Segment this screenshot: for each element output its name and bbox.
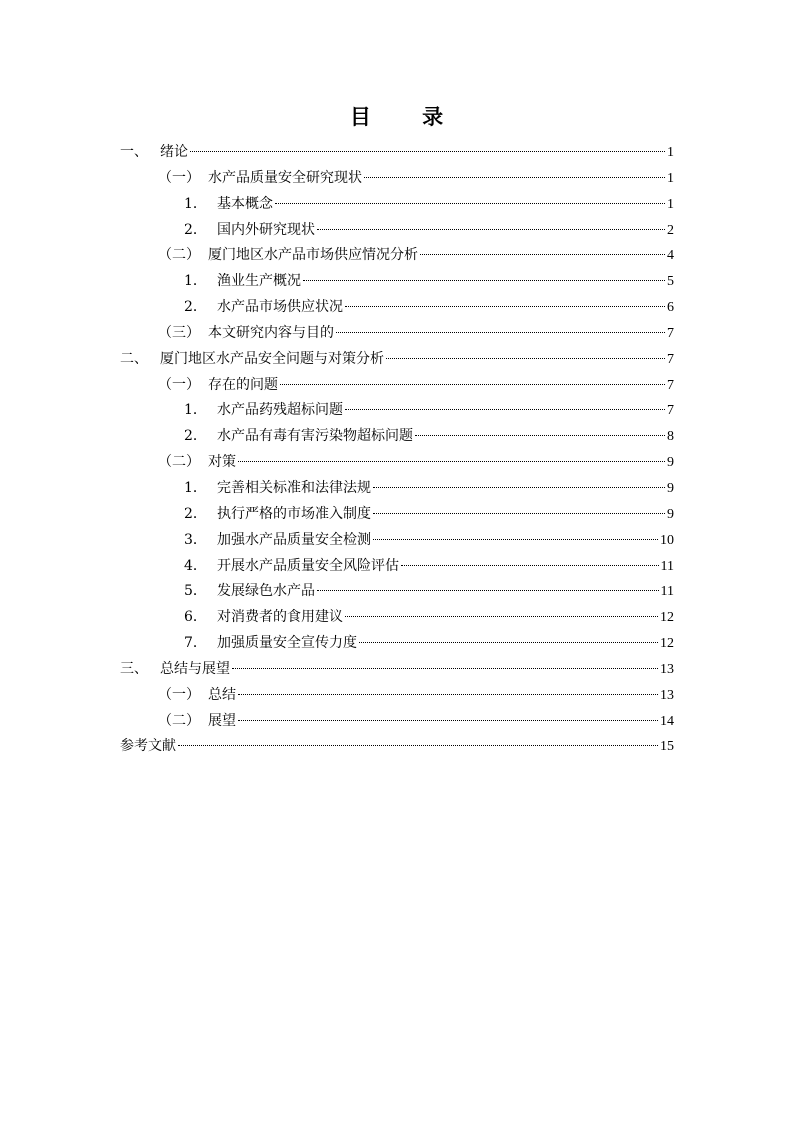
toc-entry-text: 本文研究内容与目的 <box>208 324 334 341</box>
toc-entry-text: 执行严格的市场准入制度 <box>217 505 371 522</box>
toc-entry[interactable] <box>120 554 674 580</box>
toc-entry-text: 渔业生产概况 <box>217 273 301 290</box>
toc-page-number: 14 <box>660 713 674 729</box>
toc-page-number: 8 <box>667 429 674 445</box>
toc-dot-leader <box>275 203 665 204</box>
toc-entry[interactable] <box>120 166 674 192</box>
toc-page-number: 7 <box>667 325 674 341</box>
toc-page-number: 13 <box>660 661 674 677</box>
toc-page-number: 4 <box>667 248 674 264</box>
toc-entry-number: 三、 <box>120 660 148 677</box>
toc-entry[interactable] <box>120 683 674 709</box>
toc-entry-text: 厦门地区水产品安全问题与对策分析 <box>160 350 384 367</box>
toc-entry-number: （二） <box>158 712 200 729</box>
toc-entry-text: 对策 <box>208 454 236 471</box>
toc-entry-number: （二） <box>158 247 200 264</box>
toc-entry[interactable] <box>120 476 674 502</box>
toc-entry[interactable] <box>120 657 674 683</box>
toc-entry-number: （三） <box>158 324 200 341</box>
toc-entry-text: 发展绿色水产品 <box>217 583 315 600</box>
toc-entry-text: 完善相关标准和法律法规 <box>217 479 371 496</box>
toc-dot-leader <box>190 151 665 152</box>
toc-page-number: 10 <box>660 532 674 548</box>
toc-entry-number: 1． <box>184 479 207 496</box>
toc-entry[interactable] <box>120 528 674 554</box>
toc-entry[interactable] <box>120 243 674 269</box>
toc-title: 目 录 <box>349 104 466 129</box>
toc-entry-text: 总结与展望 <box>160 660 230 677</box>
toc-page-number: 15 <box>660 739 674 755</box>
toc-page-number: 1 <box>667 196 674 212</box>
toc-entry-number: 3． <box>184 531 207 548</box>
toc-entry-text: 展望 <box>208 712 236 729</box>
toc-entry[interactable] <box>120 424 674 450</box>
toc-entry[interactable] <box>120 347 674 373</box>
toc-entry[interactable] <box>120 321 674 347</box>
toc-entry[interactable] <box>120 140 674 166</box>
toc-entry-number: 1． <box>184 402 207 419</box>
toc-entry[interactable] <box>120 605 674 631</box>
toc-page-number: 11 <box>660 558 674 574</box>
toc-entry-text: 水产品市场供应状况 <box>217 299 343 316</box>
toc-page-number: 1 <box>667 170 674 186</box>
toc-list <box>120 140 674 760</box>
toc-entry[interactable] <box>120 373 674 399</box>
toc-entry-text: 绪论 <box>160 144 188 160</box>
toc-page-number: 2 <box>667 222 674 238</box>
toc-entry-text: 开展水产品质量安全风险评估 <box>217 557 399 574</box>
toc-dot-leader <box>401 565 659 566</box>
toc-dot-leader <box>345 306 665 307</box>
toc-entry[interactable] <box>120 631 674 657</box>
toc-entry-text: 参考文献 <box>120 738 176 755</box>
toc-dot-leader <box>415 435 665 436</box>
toc-dot-leader <box>280 384 665 385</box>
toc-dot-leader <box>345 409 665 410</box>
toc-dot-leader <box>364 177 665 178</box>
toc-dot-leader <box>238 461 665 462</box>
toc-entry[interactable] <box>120 734 674 760</box>
toc-page-number: 6 <box>667 300 674 316</box>
toc-dot-leader <box>386 358 665 359</box>
toc-entry-text: 水产品质量安全研究现状 <box>208 169 362 186</box>
toc-entry-number: 2． <box>184 505 207 522</box>
toc-entry-text: 国内外研究现状 <box>217 221 315 238</box>
toc-dot-leader <box>238 720 658 721</box>
toc-dot-leader <box>178 745 658 746</box>
toc-entry-number: （一） <box>158 686 200 703</box>
toc-entry[interactable] <box>120 269 674 295</box>
toc-entry[interactable] <box>120 295 674 321</box>
toc-entry-number: 2． <box>184 221 207 238</box>
toc-entry[interactable] <box>120 218 674 244</box>
toc-entry-number: （一） <box>158 169 200 186</box>
toc-entry-text: 加强水产品质量安全检测 <box>217 531 371 548</box>
toc-dot-leader <box>232 668 658 669</box>
toc-dot-leader <box>420 254 665 255</box>
toc-dot-leader <box>238 694 658 695</box>
toc-entry-number: 4． <box>184 557 207 574</box>
toc-page-number: 9 <box>667 506 674 522</box>
toc-dot-leader <box>373 487 665 488</box>
toc-page-number: 7 <box>667 377 674 393</box>
toc-entry-text: 水产品药残超标问题 <box>217 402 343 419</box>
toc-page-number: 12 <box>660 636 674 652</box>
toc-entry-number: 5． <box>184 583 207 600</box>
toc-entry[interactable] <box>120 709 674 735</box>
toc-page-number: 7 <box>667 403 674 419</box>
toc-entry-number: 1． <box>184 195 207 212</box>
toc-dot-leader <box>317 590 659 591</box>
toc-dot-leader <box>303 280 665 281</box>
toc-entry[interactable] <box>120 398 674 424</box>
toc-entry-number: 2． <box>184 299 207 316</box>
toc-page-number: 9 <box>667 480 674 496</box>
toc-entry[interactable] <box>120 579 674 605</box>
toc-dot-leader <box>373 539 658 540</box>
toc-entry-text: 厦门地区水产品市场供应情况分析 <box>208 247 418 264</box>
toc-dot-leader <box>336 332 665 333</box>
toc-entry-text: 加强质量安全宣传力度 <box>217 635 357 652</box>
toc-entry-text: 总结 <box>208 686 236 703</box>
toc-entry-number: 2． <box>184 428 207 445</box>
toc-page-number: 9 <box>667 455 674 471</box>
toc-entry-text: 存在的问题 <box>208 376 278 393</box>
toc-page-number: 7 <box>667 351 674 367</box>
toc-entry[interactable] <box>120 502 674 528</box>
toc-entry-number: 一、 <box>120 144 148 160</box>
toc-page-number: 12 <box>660 610 674 626</box>
toc-entry-number: （一） <box>158 376 200 393</box>
toc-entry-text: 对消费者的食用建议 <box>217 609 343 626</box>
toc-entry-number: （二） <box>158 454 200 471</box>
toc-dot-leader <box>317 229 665 230</box>
toc-dot-leader <box>345 616 658 617</box>
toc-page-number: 5 <box>667 274 674 290</box>
toc-entry-number: 7． <box>184 635 207 652</box>
toc-entry-text: 基本概念 <box>217 195 273 212</box>
toc-entry-number: 6． <box>184 609 207 626</box>
toc-dot-leader <box>359 642 658 643</box>
toc-entry-number: 二、 <box>120 350 148 367</box>
toc-page-number: 1 <box>667 145 674 160</box>
toc-entry-number: 1． <box>184 273 207 290</box>
toc-entry[interactable] <box>120 192 674 218</box>
toc-entry-text: 水产品有毒有害污染物超标问题 <box>217 428 413 445</box>
toc-entry[interactable] <box>120 450 674 476</box>
toc-page-number: 13 <box>660 687 674 703</box>
toc-dot-leader <box>373 513 665 514</box>
toc-page-number: 11 <box>660 584 674 600</box>
